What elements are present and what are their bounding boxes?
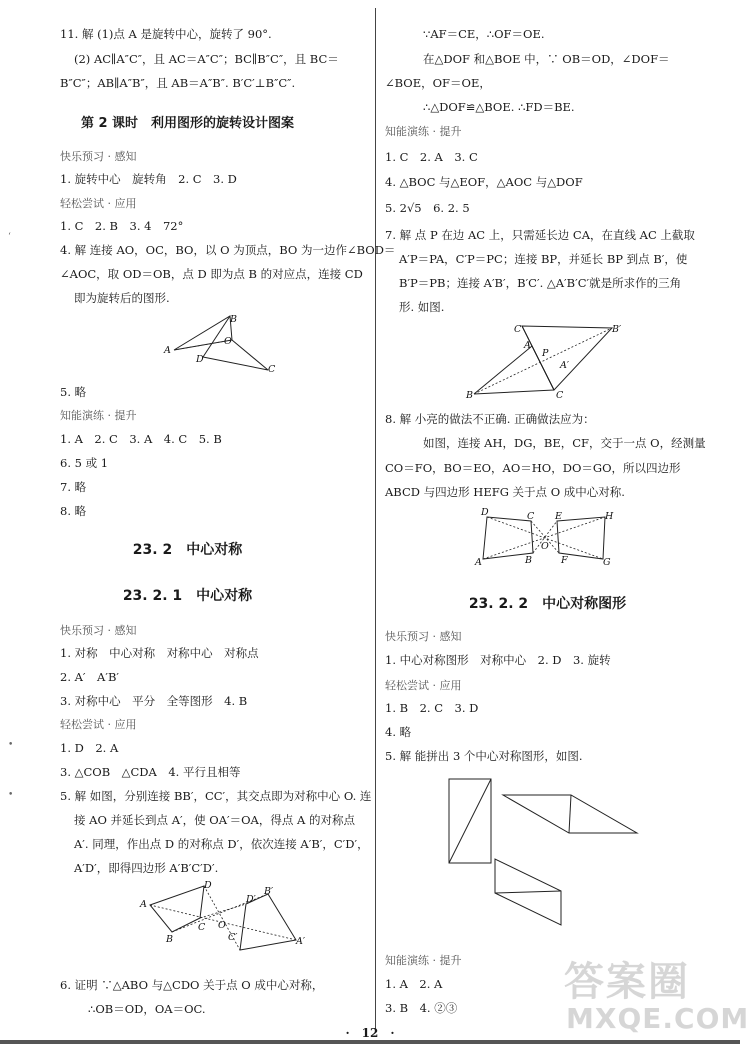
answer-line: A′. 同理，作出点 D 的对称点 D′，依次连接 A′B′，C′D′，: [74, 837, 369, 851]
watermark-url: MXQE.COM: [566, 1002, 749, 1035]
margin-mark: ‘: [8, 232, 11, 242]
answer-line: 2. A′ A′B′: [60, 670, 120, 684]
center-symmetry-figure: [138, 880, 318, 956]
section-label: 轻松尝试 · 应用: [60, 197, 137, 210]
answer-line: 4. 略: [385, 725, 412, 739]
answer-line: 接 AO 并延长到点 A′，使 OA′＝OA，得点 A 的对称点: [74, 813, 355, 827]
svg-text:C: C: [514, 324, 522, 335]
page-number: · 12 ·: [345, 1026, 395, 1040]
margin-mark: •: [8, 740, 14, 750]
q11-line2: (2) AC∥A″C″，且 AC＝A″C″；BC∥B″C″，且 BC＝: [74, 52, 339, 66]
svg-text:A: A: [164, 345, 171, 356]
answer-line: ∠BOE，OF＝OE，: [385, 76, 491, 90]
svg-text:A: A: [140, 899, 147, 910]
answer-line: 3. B 4. ②③: [385, 1001, 458, 1015]
central-symmetric-shapes-figure: [443, 775, 643, 935]
svg-text:C: C: [198, 922, 206, 933]
svg-text:B: B: [230, 314, 237, 325]
answer-line: 5. 2√5 6. 2. 5: [385, 201, 470, 215]
svg-text:B: B: [466, 390, 473, 401]
answer-line: 6. 5 或 1: [60, 456, 109, 470]
svg-text:D: D: [481, 507, 489, 518]
svg-text:D: D: [204, 880, 212, 891]
answer-line: 在△DOF 和△BOE 中，∵ OB＝OD，∠DOF＝: [423, 52, 670, 66]
margin-mark: •: [8, 790, 14, 800]
section-title: 23. 2. 1 中心对称: [122, 588, 253, 604]
answer-line: 1. 对称 中心对称 对称中心 对称点: [60, 646, 259, 660]
answer-line: ∴△DOF≌△BOE. ∴FD＝BE.: [423, 100, 575, 114]
answer-line: A′P＝PA，C′P＝PC；连接 BP，并延长 BP 到点 B′，使: [399, 252, 688, 266]
svg-text:P: P: [542, 348, 549, 359]
svg-text:A: A: [524, 340, 531, 351]
svg-text:C: C: [527, 511, 535, 522]
svg-text:C′: C′: [228, 932, 238, 943]
rotation-figure: [160, 310, 290, 380]
section-label: 知能演练 · 提升: [385, 125, 462, 138]
answer-line: 5. 解 能拼出 3 个中心对称图形，如图.: [385, 749, 583, 763]
svg-text:O: O: [218, 920, 226, 931]
svg-text:A′: A′: [560, 360, 570, 371]
svg-text:E: E: [555, 511, 562, 522]
answer-line: 4. △BOC 与△EOF，△AOC 与△DOF: [385, 175, 583, 189]
answer-line: 1. 旋转中心 旋转角 2. C 3. D: [60, 172, 237, 186]
answer-line: 如图，连接 AH，DG，BE，CF，交于一点 O，经测量: [423, 436, 706, 450]
answer-line: 7. 解 点 P 在边 AC 上，只需延长边 CA，在直线 AC 上截取: [385, 228, 695, 242]
watermark-logo: [560, 950, 749, 1042]
answer-line: ∵AF＝CE，∴OF＝OE.: [423, 27, 545, 41]
section-label: 轻松尝试 · 应用: [60, 718, 137, 731]
svg-text:A′: A′: [296, 936, 306, 947]
answer-line: 1. B 2. C 3. D: [385, 701, 479, 715]
svg-text:C: C: [268, 364, 276, 375]
section-title: 23. 2. 2 中心对称图形: [468, 596, 627, 612]
quadrilateral-figure: [475, 505, 620, 567]
answer-line: CO＝FO，BO＝EO，AO＝HO，DO＝GO，所以四边形: [385, 461, 681, 475]
svg-text:B′: B′: [264, 886, 274, 897]
answer-line: 5. 解 如图，分别连接 BB′，CC′，其交点即为对称中心 O. 连: [60, 789, 372, 803]
svg-text:B: B: [525, 555, 532, 566]
svg-text:F: F: [561, 555, 568, 566]
answer-line: 1. A 2. C 3. A 4. C 5. B: [60, 432, 222, 446]
answer-line: ∴OB＝OD，OA＝OC.: [88, 1002, 206, 1016]
q11-line1: 11. 解 (1)点 A 是旋转中心，旋转了 90°.: [60, 27, 272, 41]
answer-line: 1. C 2. B 3. 4 72°: [60, 219, 184, 233]
svg-text:C: C: [556, 390, 564, 401]
svg-text:A: A: [475, 557, 482, 568]
answer-line: 3. △COB △CDA 4. 平行且相等: [60, 765, 241, 779]
svg-text:D′: D′: [246, 894, 256, 905]
lesson2-title: 第 2 课时 利用图形的旋转设计图案: [80, 116, 295, 131]
svg-text:B: B: [166, 934, 173, 945]
section-label: 知能演练 · 提升: [385, 954, 462, 967]
answer-line: 7. 略: [60, 480, 87, 494]
answer-line: 8. 略: [60, 504, 87, 518]
svg-text:G: G: [603, 557, 611, 568]
answer-line: A′D′，即得四边形 A′B′C′D′.: [74, 861, 219, 875]
column-divider: [375, 8, 376, 1030]
answer-line: 形. 如图.: [399, 300, 445, 314]
section-label: 轻松尝试 · 应用: [385, 679, 462, 692]
answer-line: 1. 中心对称图形 对称中心 2. D 3. 旋转: [385, 653, 611, 667]
section-label: 快乐预习 · 感知: [60, 624, 137, 637]
chapter-title: 23. 2 中心对称: [132, 542, 243, 558]
answer-line: 4. 解 连接 AO，OC，BO，以 O 为顶点，BO 为一边作∠BOD＝: [60, 243, 396, 257]
answer-line: ABCD 与四边形 HEFG 关于点 O 成中心对称.: [385, 485, 625, 499]
answer-line: 6. 证明 ∵△ABO 与△CDO 关于点 O 成中心对称，: [60, 978, 324, 992]
answer-line: 5. 略: [60, 385, 87, 399]
answer-line: 8. 解 小亮的做法不正确. 正确做法应为：: [385, 412, 595, 426]
svg-text:H: H: [605, 511, 614, 522]
triangle-figure: [460, 318, 620, 402]
svg-text:O: O: [541, 541, 549, 552]
answer-line: ∠AOC，取 OD＝OB，点 D 即为点 B 的对应点，连接 CD: [60, 267, 363, 281]
q11-line3: B″C″；AB∥A″B″，且 AB＝A″B″. B′C′⊥B″C″.: [60, 76, 296, 90]
section-label: 知能演练 · 提升: [60, 409, 137, 422]
watermark-title: 答案圈: [564, 959, 690, 1005]
svg-text:B′: B′: [612, 324, 622, 335]
answer-line: 1. C 2. A 3. C: [385, 150, 478, 164]
answer-line: B′P＝PB；连接 A′B′，B′C′. △A′B′C′就是所求作的三角: [399, 276, 682, 290]
section-label: 快乐预习 · 感知: [60, 150, 137, 163]
section-label: 快乐预习 · 感知: [385, 630, 462, 643]
answer-line: 即为旋转后的图形.: [74, 291, 170, 305]
svg-text:O: O: [224, 336, 232, 347]
answer-line: 1. A 2. A: [385, 977, 443, 991]
answer-line: 3. 对称中心 平分 全等图形 4. B: [60, 694, 248, 708]
answer-line: 1. D 2. A: [60, 741, 119, 755]
svg-text:D: D: [196, 354, 204, 365]
